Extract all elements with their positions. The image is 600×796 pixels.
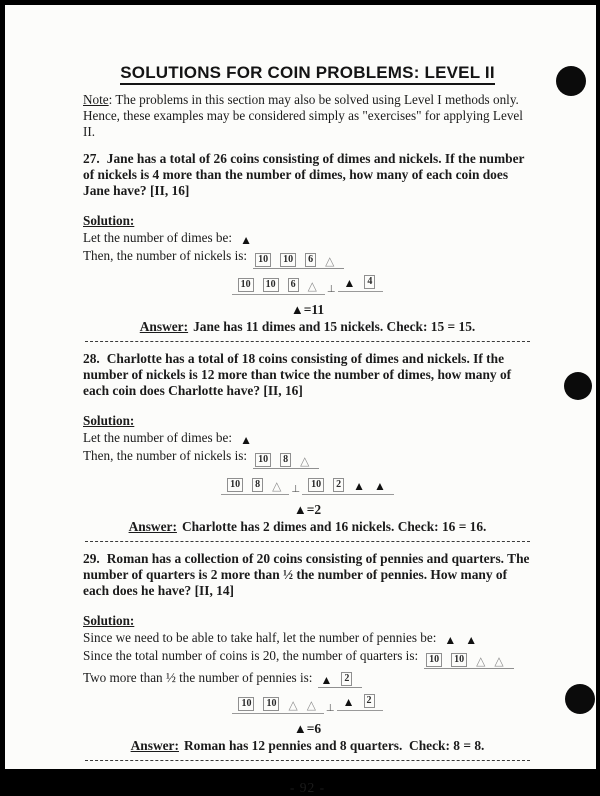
outline-pawn-icon: △: [476, 654, 486, 668]
solid-pawn-icon: ▲: [465, 633, 478, 647]
number-cube: 10: [255, 253, 271, 267]
problem-section: [83, 151, 532, 342]
number-cube: 10: [263, 278, 279, 292]
number-cube: 10: [426, 653, 442, 667]
number-cube: 8: [252, 478, 263, 492]
punch-hole-dot: [565, 684, 595, 714]
outline-pawn-icon: △: [272, 479, 282, 493]
note-label: Note: [83, 92, 109, 107]
answer-text: Charlotte has 2 dimes and 16 nickels. Check: 16 = 16.: [181, 519, 487, 534]
setup-token-group: [238, 233, 262, 247]
page-title-text: SOLUTIONS FOR COIN PROBLEMS: LEVEL II: [120, 63, 495, 85]
balance-diagram: [83, 274, 532, 295]
result-value: =11: [303, 302, 325, 317]
result-line: [83, 302, 532, 318]
problem-number: 29.: [83, 551, 100, 566]
number-cube: 10: [263, 697, 279, 711]
setup-line: [83, 630, 532, 647]
solid-pawn-icon: ▲: [240, 433, 252, 447]
setup-line: [83, 230, 532, 247]
answer-text: Jane has 11 dimes and 15 nickels. Check: 15 = 15.: [193, 319, 476, 334]
setup-line-label: Let the number of dimes be:: [83, 230, 233, 245]
outline-pawn-icon: △: [325, 254, 335, 268]
solid-pawn-icon: ▲: [240, 233, 252, 247]
number-cube: 10: [255, 453, 271, 467]
setup-line-label: Since we need to be able to take half, let the number of pennies be:: [83, 630, 437, 645]
result-value: =2: [306, 502, 322, 517]
problem-statement-text: Charlotte has a total of 18 coins consisting of dimes and nickels. If the number of nickels is 12 more than twice the number of dimes, how many of each coin does Charlotte have? [II, 16]: [83, 351, 512, 398]
balance-diagram: [83, 474, 532, 495]
outline-pawn-icon: △: [307, 279, 317, 293]
number-cube: 6: [305, 253, 316, 267]
problem-statement: [83, 151, 532, 199]
fulcrum-icon: ⊥: [325, 703, 335, 714]
problem-section: [83, 551, 532, 761]
section-divider: [85, 760, 530, 761]
outline-pawn-icon: △: [300, 454, 310, 468]
fulcrum-icon: ⊥: [291, 484, 301, 495]
setup-line-label: Two more than ½ the number of pennies is:: [83, 670, 313, 685]
page-title: [83, 63, 532, 83]
number-cube: 10: [280, 253, 296, 267]
solid-pawn-icon: ▲: [320, 673, 333, 687]
solid-pawn-icon: ▲: [290, 302, 304, 317]
answer-line: [83, 738, 532, 754]
problem-statement-text: Jane has a total of 26 coins consisting of dimes and nickels. If the number of nickels is 4 more than the number of dimes, how many of each coin does Jane have? [II, 16]: [83, 151, 525, 198]
problem-statement: [83, 551, 532, 599]
setup-line-label: Then, the number of nickels is:: [83, 448, 248, 463]
balance-diagram: [83, 693, 532, 714]
problem-statement-text: Roman has a collection of 20 coins consisting of pennies and quarters. The number of quarters is 2 more than ½ the number of pennies. How many of each does he have? [II, 14]: [83, 551, 530, 598]
balance-left-pan: [232, 696, 323, 714]
result-line: [83, 721, 532, 737]
setup-line-label: Then, the number of nickels is:: [83, 248, 248, 263]
solution-setup-lines: [83, 230, 532, 269]
solid-pawn-icon: ▲: [342, 695, 355, 709]
number-cube: 6: [288, 278, 299, 292]
page-content: [5, 5, 596, 796]
solid-pawn-icon: ▲: [353, 479, 365, 493]
setup-line: [83, 248, 532, 269]
setup-token-group: [442, 633, 487, 647]
scanned-page: [5, 5, 596, 795]
number-cube: 10: [238, 697, 254, 711]
number-cube: 10: [308, 478, 324, 492]
fulcrum-icon: ⊥: [326, 284, 336, 295]
balance-left-pan: [221, 477, 289, 495]
section-divider: [85, 541, 530, 542]
answer-label: Answer:: [130, 738, 179, 753]
answer-label: Answer:: [128, 519, 177, 534]
number-cube: 8: [280, 453, 291, 467]
number-cube: 10: [238, 278, 254, 292]
section-divider: [85, 341, 530, 342]
number-cube: 2: [364, 694, 375, 708]
solution-label: Solution:: [83, 613, 135, 628]
setup-line: [83, 648, 532, 669]
page-number: - 92 -: [289, 780, 326, 795]
answer-line: [83, 319, 532, 335]
number-cube: 10: [227, 478, 243, 492]
solid-pawn-icon: ▲: [444, 633, 457, 647]
punch-hole-dot: [564, 372, 592, 400]
result-line: [83, 502, 532, 518]
outline-pawn-icon: △: [288, 698, 298, 712]
balance-left-pan: [232, 277, 325, 295]
setup-token-group: [253, 452, 319, 469]
answer-line: [83, 519, 532, 535]
setup-line: [83, 448, 532, 469]
balance-right-pan: [337, 693, 383, 711]
balance-right-pan: [338, 274, 384, 292]
punch-hole-dot: [556, 66, 586, 96]
number-cube: 10: [451, 653, 467, 667]
problem-number: 28.: [83, 351, 100, 366]
solid-pawn-icon: ▲: [293, 721, 307, 736]
solution-setup-lines: [83, 430, 532, 469]
result-value: =6: [306, 721, 322, 736]
outline-pawn-icon: △: [306, 698, 316, 712]
setup-token-group: [238, 433, 262, 447]
setup-line: [83, 430, 532, 447]
solid-pawn-icon: ▲: [293, 502, 307, 517]
setup-line-label: Let the number of dimes be:: [83, 430, 233, 445]
solution-label: Solution:: [83, 213, 135, 228]
answer-label: Answer:: [139, 319, 189, 334]
note-text: : The problems in this section may also be solved using Level I methods only. Hence, these examples may be considered simply as "exercises" for applying Level II.: [83, 92, 523, 139]
problem-statement: [83, 351, 532, 399]
setup-line-label: Since the total number of coins is 20, the number of quarters is:: [83, 648, 419, 663]
number-cube: 2: [341, 672, 352, 686]
problem-section: [83, 351, 532, 542]
setup-token-group: [424, 652, 513, 669]
problem-number: 27.: [83, 151, 100, 166]
solution-label: Solution:: [83, 413, 135, 428]
setup-line: [83, 670, 532, 688]
setup-token-group: [253, 252, 344, 269]
balance-right-pan: [302, 477, 394, 495]
setup-token-group: [318, 671, 362, 688]
solid-pawn-icon: ▲: [373, 479, 386, 493]
outline-pawn-icon: △: [494, 654, 504, 668]
problems-list: [83, 151, 532, 761]
number-cube: 4: [364, 275, 375, 289]
number-cube: 2: [333, 478, 344, 492]
solution-setup-lines: [83, 630, 532, 688]
answer-text: Roman has 12 pennies and 8 quarters. Check: 8 = 8.: [183, 738, 485, 753]
note-paragraph: [83, 92, 532, 140]
solid-pawn-icon: ▲: [343, 276, 356, 290]
